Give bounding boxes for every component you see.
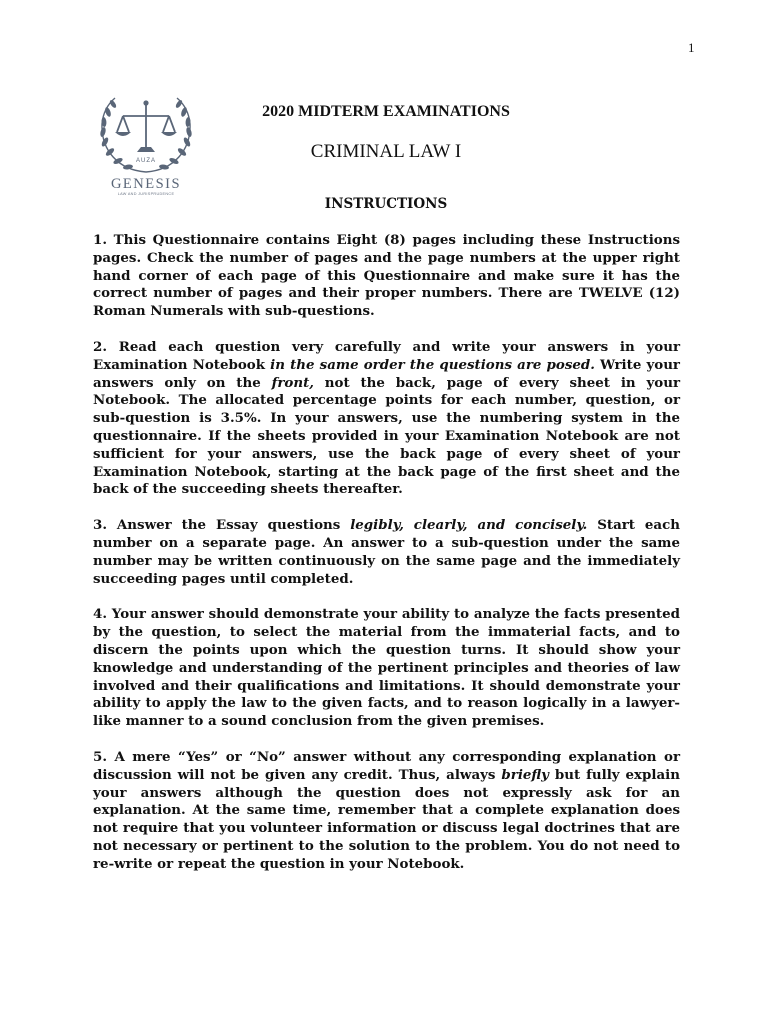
logo-subtitle: LAW AND JURISPRUDENCE <box>117 192 175 196</box>
instruction-paragraph-2 <box>93 339 680 499</box>
instruction-text-segment: not the back, page of every sheet in your Notebook. The allocated percentage points for each number, question, or sub-question is 3.5%. In your answers, use the numbering system in the questionnaire. If the sheets provided in your Examination Notebook are not sufficient for your answers, use the back page of every sheet of your Examination Notebook, starting at the back page of the first sheet and the back of the succeeding sheets thereafter. <box>93 374 680 498</box>
logo-title: GENESIS <box>110 176 182 192</box>
instruction-paragraph-5 <box>93 749 680 874</box>
instruction-text-segment: Write your answers only on the <box>93 356 680 391</box>
page-number: 1 <box>688 40 695 55</box>
instruction-text-segment: legibly, clearly, and concisely. <box>350 517 588 534</box>
instruction-text-segment: 3. Answer the Essay questions <box>93 517 351 534</box>
instructions-list <box>93 232 680 892</box>
instruction-text-segment: in the same order the questions are posed. <box>270 356 595 373</box>
instruction-text-segment: 1. This Questionnaire contains Eight (8) pages including these Instructions pages. Check the number of pages and the page numbers at the upper right hand corner of each page of this Questionnaire and make sure it has the correct number of pages and their proper numbers. There are TWELVE (12) Roman Numerals with sub-questions. <box>93 232 680 320</box>
instruction-text-segment: Start each number on a separate page. An answer to a sub-question under the same number may be written continuously on the same page and the immediately succeeding pages until completed. <box>93 517 680 587</box>
course-title: CRIMINAL LAW I <box>310 141 462 162</box>
instruction-paragraph-4 <box>93 606 680 731</box>
instruction-text-segment: briefly <box>501 766 549 783</box>
instruction-text-segment: front, <box>271 374 314 391</box>
instruction-paragraph-1 <box>93 232 680 321</box>
genesis-logo <box>93 92 199 200</box>
instruction-text-segment: 4. Your answer should demonstrate your ability to analyze the facts presented by the question, to select the material from the immaterial facts, and to discern the points upon which the question turns. It should show your knowledge and understanding of the pertinent principles and theories of law involved and their qualifications and limitations. It should demonstrate your ability to apply the law to the given facts, and to reason logically in a lawyer-like manner to a sound conclusion from the given premises. <box>93 606 680 730</box>
instruction-text-segment: 2. Read each question very carefully and write your answers in your Examination Notebook <box>93 338 680 373</box>
logo-arc-text: AUZA <box>135 158 157 164</box>
instructions-heading: INSTRUCTIONS <box>324 196 448 212</box>
instruction-paragraph-3 <box>93 517 680 588</box>
instruction-text-segment: but fully explain your answers although the question does not expressly ask for an explanation. At the same time, remember that a complete explanation does not require that you volunteer information or discuss legal doctrines that are not necessary or pertinent to the solution to the problem. You do not need to re-write or repeat the question in your Notebook. <box>93 766 680 872</box>
exam-title: 2020 MIDTERM EXAMINATIONS <box>262 103 510 120</box>
instruction-text-segment: 5. A mere “Yes” or “No” answer without any corresponding explanation or discussion will not be given any credit. Thus, always <box>93 748 680 783</box>
scales-of-justice-icon <box>93 92 199 176</box>
